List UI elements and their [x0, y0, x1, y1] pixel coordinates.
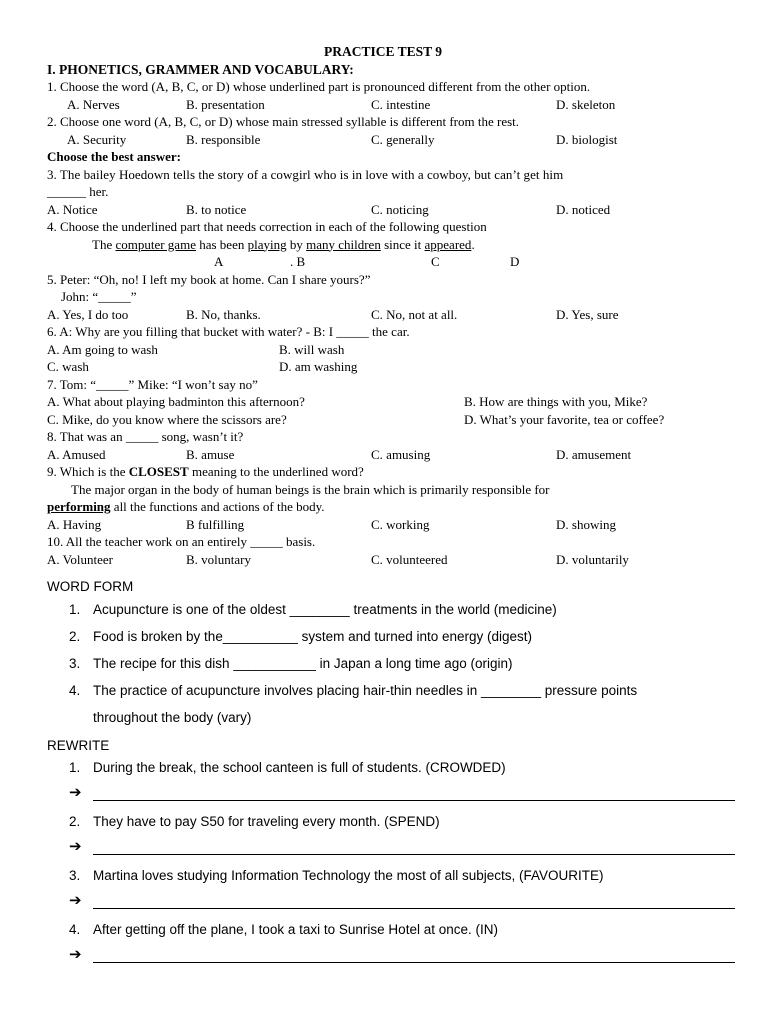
option-d[interactable]: D. showing: [556, 516, 616, 532]
question-6-options-row2: [47, 358, 719, 376]
answer-line[interactable]: [47, 889, 719, 916]
item-text: They have to pay S50 for traveling every month. (SPEND): [93, 814, 440, 829]
option-a[interactable]: A. Nerves: [67, 96, 120, 112]
question-4-sentence: [47, 236, 719, 254]
option-b[interactable]: B. will wash: [279, 341, 345, 357]
option-b[interactable]: B. voluntary: [186, 551, 251, 567]
option-d[interactable]: D. noticed: [556, 201, 611, 217]
option-b[interactable]: B. responsible: [186, 131, 261, 147]
option-d[interactable]: D. am washing: [279, 359, 358, 374]
option-a[interactable]: A. Volunteer: [47, 551, 113, 567]
option-c[interactable]: C. generally: [371, 131, 435, 147]
option-a[interactable]: A. What about playing badminton this afternoon?: [47, 394, 305, 409]
sentence-part: The: [92, 236, 116, 252]
word-form-item: [47, 623, 719, 650]
word-form-heading: WORD FORM: [47, 579, 134, 594]
label-d: D: [510, 254, 520, 269]
underlined-word: performing: [47, 499, 111, 514]
question-4-text: 4. Choose the underlined part that needs correction in each of the following question: [47, 219, 487, 234]
option-a[interactable]: A. Yes, I do too: [47, 306, 129, 322]
option-b[interactable]: B. presentation: [186, 96, 265, 112]
question-2-text: 2. Choose one word (A, B, C, or D) whose main stressed syllable is different from the rest.: [47, 114, 520, 129]
item-number: 4.: [69, 682, 81, 698]
option-d[interactable]: D. What’s your favorite, tea or coffee?: [464, 411, 665, 427]
arrow-icon: ➔: [69, 783, 82, 801]
section-heading: I. PHONETICS, GRAMMER AND VOCABULARY:: [47, 61, 354, 77]
option-a[interactable]: A. Security: [67, 131, 127, 147]
option-c[interactable]: C. Mike, do you know where the scissors are?: [47, 411, 287, 427]
option-c[interactable]: C. intestine: [371, 96, 431, 112]
answer-line[interactable]: [47, 781, 719, 808]
page-title: PRACTICE TEST 9: [323, 44, 443, 59]
question-3-options: [47, 201, 719, 219]
sentence-part: since it: [380, 236, 425, 252]
item-text: During the break, the school canteen is full of students. (CROWDED): [93, 760, 506, 775]
item-text: Martina loves studying Information Technology the most of all subjects, (FAVOURITE): [93, 868, 604, 883]
option-c[interactable]: C. No, not at all.: [371, 306, 458, 322]
question-5-text: 5. Peter: “Oh, no! I left my book at home. Can I share yours?”: [47, 271, 371, 287]
option-a[interactable]: A. Notice: [47, 201, 98, 217]
option-d[interactable]: D. skeleton: [556, 96, 616, 112]
question-10-options: [47, 551, 719, 569]
option-a[interactable]: A. Am going to wash: [47, 341, 158, 357]
rewrite-item: [47, 808, 719, 835]
question-5-text-cont: John: “_____”: [61, 289, 137, 304]
underlined-part-b[interactable]: playing: [247, 236, 287, 252]
question-7-options-row1: [47, 393, 719, 411]
rewrite-heading: REWRITE: [47, 737, 110, 753]
underlined-part-d[interactable]: appeared: [424, 236, 472, 252]
instruction-heading: Choose the best answer:: [47, 149, 181, 164]
option-c[interactable]: C. volunteered: [371, 551, 448, 567]
answer-line[interactable]: [47, 835, 719, 862]
option-b[interactable]: B fulfilling: [186, 516, 245, 532]
option-c[interactable]: C. amusing: [371, 446, 431, 462]
question-9-options: [47, 516, 719, 534]
question-2-options: [47, 131, 719, 149]
option-b[interactable]: B. to notice: [186, 201, 247, 217]
question-8-text: 8. That was an _____ song, wasn’t it?: [47, 429, 244, 444]
item-number: 3.: [69, 868, 81, 883]
option-b[interactable]: B. amuse: [186, 446, 235, 462]
option-a[interactable]: A. Having: [47, 516, 102, 532]
passage-rest: all the functions and actions of the body.: [110, 499, 325, 514]
option-c[interactable]: C. working: [371, 516, 430, 532]
rewrite-item: [47, 754, 719, 781]
question-9-text: [47, 463, 719, 481]
rewrite-item: [47, 916, 719, 943]
item-number: 4.: [69, 922, 81, 937]
question-1-text: 1. Choose the word (A, B, C, or D) whose underlined part is pronounced different from the other option.: [47, 79, 591, 94]
item-text-cont: throughout the body (vary): [93, 709, 252, 725]
label-b: . B: [290, 254, 306, 269]
label-a: A: [214, 254, 224, 269]
underlined-part-a[interactable]: computer game: [115, 236, 196, 252]
item-number: 2.: [69, 814, 81, 829]
item-number: 1.: [69, 601, 81, 617]
answer-underline[interactable]: [93, 854, 735, 855]
question-4-labels: [47, 253, 719, 271]
sentence-part: by: [286, 236, 307, 252]
arrow-icon: ➔: [69, 837, 82, 855]
option-c[interactable]: C. wash: [47, 359, 89, 374]
question-1-options: [47, 96, 719, 114]
answer-line[interactable]: [47, 943, 719, 970]
item-text: The practice of acupuncture involves placing hair-thin needles in ________ pressure points: [93, 682, 638, 698]
item-number: 1.: [69, 760, 81, 775]
option-c[interactable]: C. noticing: [371, 201, 429, 217]
question-9-passage-cont: [47, 498, 719, 516]
option-a[interactable]: A. Amused: [47, 446, 106, 462]
label-c: C: [431, 254, 440, 269]
answer-underline[interactable]: [93, 962, 735, 963]
sentence-part: has been: [195, 236, 248, 252]
word-form-item: [47, 596, 719, 623]
item-number: 3.: [69, 655, 81, 671]
arrow-icon: ➔: [69, 945, 82, 963]
rewrite-item: [47, 862, 719, 889]
item-text: The recipe for this dish ___________ in Japan a long time ago (origin): [93, 655, 513, 671]
item-text: After getting off the plane, I took a taxi to Sunrise Hotel at once. (IN): [93, 922, 498, 937]
question-7-options-row2: [47, 411, 719, 429]
item-text: Food is broken by the__________ system and turned into energy (digest): [93, 628, 533, 644]
option-d[interactable]: D. voluntarily: [556, 551, 629, 567]
question-7-text: 7. Tom: “_____” Mike: “I won’t say no”: [47, 376, 258, 392]
question-9-keyword: CLOSEST: [128, 464, 189, 479]
option-d[interactable]: D. biologist: [556, 131, 618, 147]
question-10-text: 10. All the teacher work on an entirely _____ basis.: [47, 534, 316, 549]
question-9-prefix: 9. Which is the: [47, 464, 129, 479]
arrow-icon: ➔: [69, 891, 82, 909]
answer-underline[interactable]: [93, 908, 735, 909]
word-form-item: [47, 677, 719, 731]
question-9-passage: The major organ in the body of human beings is the brain which is primarily responsible for: [71, 481, 550, 497]
question-3-text: 3. The bailey Hoedown tells the story of a cowgirl who is in love with a cowboy, but can’t get him: [47, 166, 564, 182]
word-form-item: [47, 650, 719, 677]
question-6-options-row1: [47, 341, 719, 359]
option-b[interactable]: B. No, thanks.: [186, 306, 261, 322]
question-6-text: 6. A: Why are you filling that bucket with water? - B: I _____ the car.: [47, 324, 410, 339]
underlined-part-c[interactable]: many children: [306, 236, 381, 252]
option-d[interactable]: D. amusement: [556, 446, 632, 462]
item-text: Acupuncture is one of the oldest ________ treatments in the world (medicine): [93, 601, 557, 617]
question-8-options: [47, 446, 719, 464]
item-number: 2.: [69, 628, 81, 644]
question-3-text-cont: ______ her.: [47, 184, 109, 199]
option-d[interactable]: D. Yes, sure: [556, 306, 619, 322]
worksheet-page: [47, 43, 719, 970]
option-b[interactable]: B. How are things with you, Mike?: [464, 394, 648, 409]
sentence-part: .: [471, 236, 475, 252]
question-9-suffix: meaning to the underlined word?: [188, 464, 364, 479]
answer-underline[interactable]: [93, 800, 735, 801]
question-5-options: [47, 306, 719, 324]
